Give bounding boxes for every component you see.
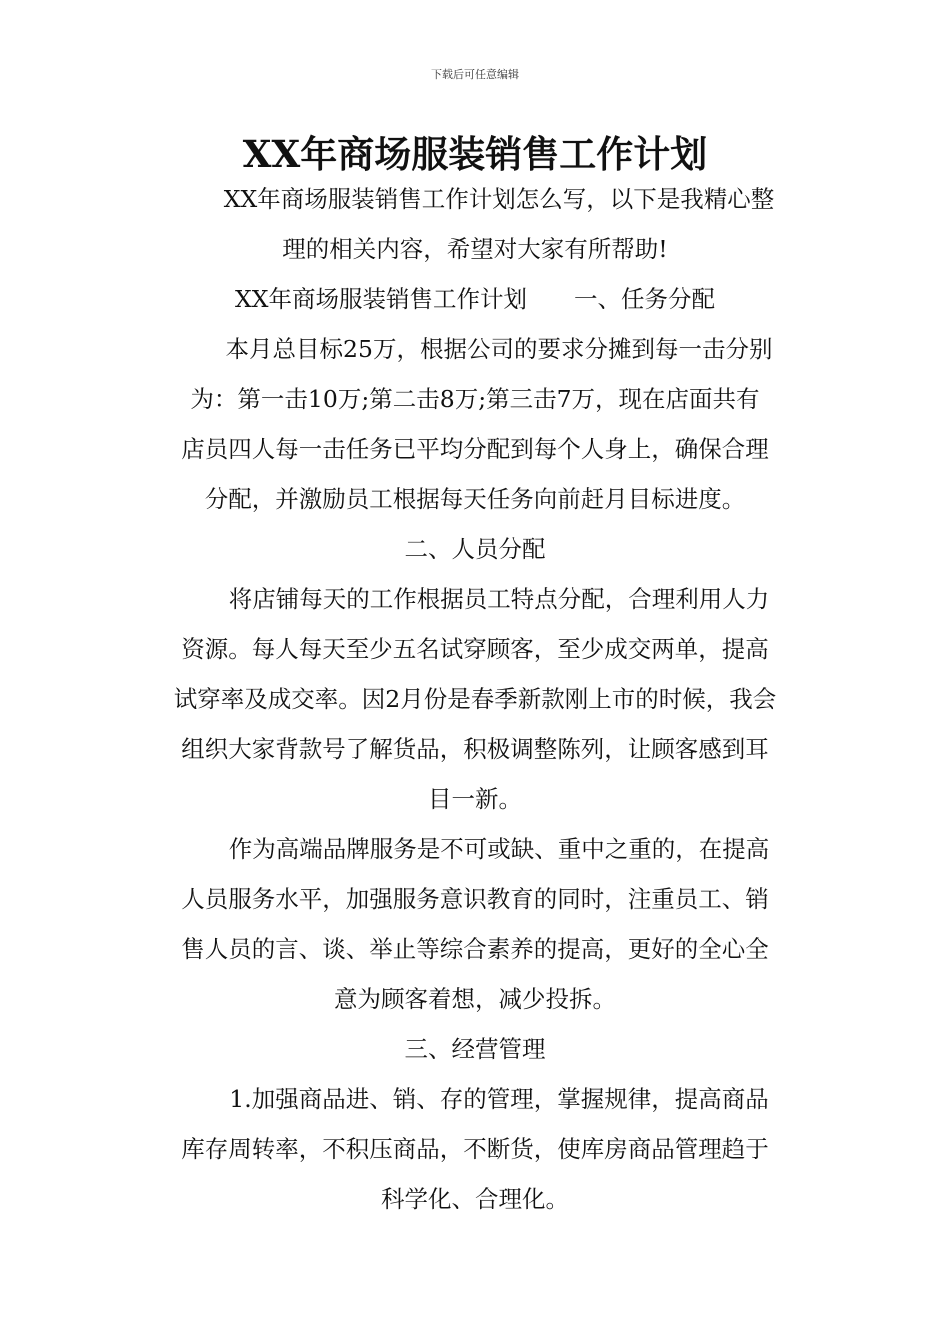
text-line: 1.加强商品进、销、存的管理，掌握规律，提高商品: [229, 1085, 769, 1113]
text-line: 将店铺每天的工作根据员工特点分配，合理利用人力: [228, 585, 770, 613]
header-note: 下载后可任意编辑: [431, 68, 519, 81]
text-line: 分配，并激励员工根据每天任务向前赶月目标进度。: [204, 485, 746, 513]
text-line: XX年商场服装销售工作计划怎么写，以下是我精心整: [223, 185, 775, 213]
text-line: XX年商场服装销售工作计划 一、任务分配: [235, 285, 715, 313]
text-line: 目一新。: [428, 785, 522, 813]
text-line: 科学化、合理化。: [381, 1185, 569, 1213]
text-line: 库存周转率，不积压商品，不断货，使库房商品管理趋于: [181, 1135, 769, 1163]
section-heading: 二、人员分配: [404, 535, 546, 563]
text-line: 组织大家背款号了解货品，积极调整陈列，让顾客感到耳: [181, 735, 769, 763]
text-line: 资源。每人每天至少五名试穿顾客，至少成交两单，提高: [181, 635, 769, 663]
text-line: 人员服务水平，加强服务意识教育的同时，注重员工、销: [181, 885, 769, 913]
text-line: 作为高端品牌服务是不可或缺、重中之重的，在提高: [228, 835, 770, 863]
section-heading: 三、经营管理: [404, 1035, 546, 1063]
text-line: 试穿率及成交率。因2月份是春季新款刚上市的时候，我会: [173, 685, 777, 713]
text-line: 店员四人每一击任务已平均分配到每个人身上，确保合理: [181, 435, 769, 463]
text-line: 理的相关内容，希望对大家有所帮助!: [282, 235, 668, 263]
text-line: 本月总目标25万，根据公司的要求分摊到每一击分别: [225, 335, 773, 363]
text-line: 售人员的言、谈、举止等综合素养的提高，更好的全心全: [181, 935, 769, 963]
text-line: 意为顾客着想，减少投拆。: [334, 985, 616, 1013]
page-title: XX年商场服装销售工作计划: [242, 132, 708, 176]
text-line: 为：第一击10万;第二击8万;第三击7万，现在店面共有: [190, 385, 760, 413]
